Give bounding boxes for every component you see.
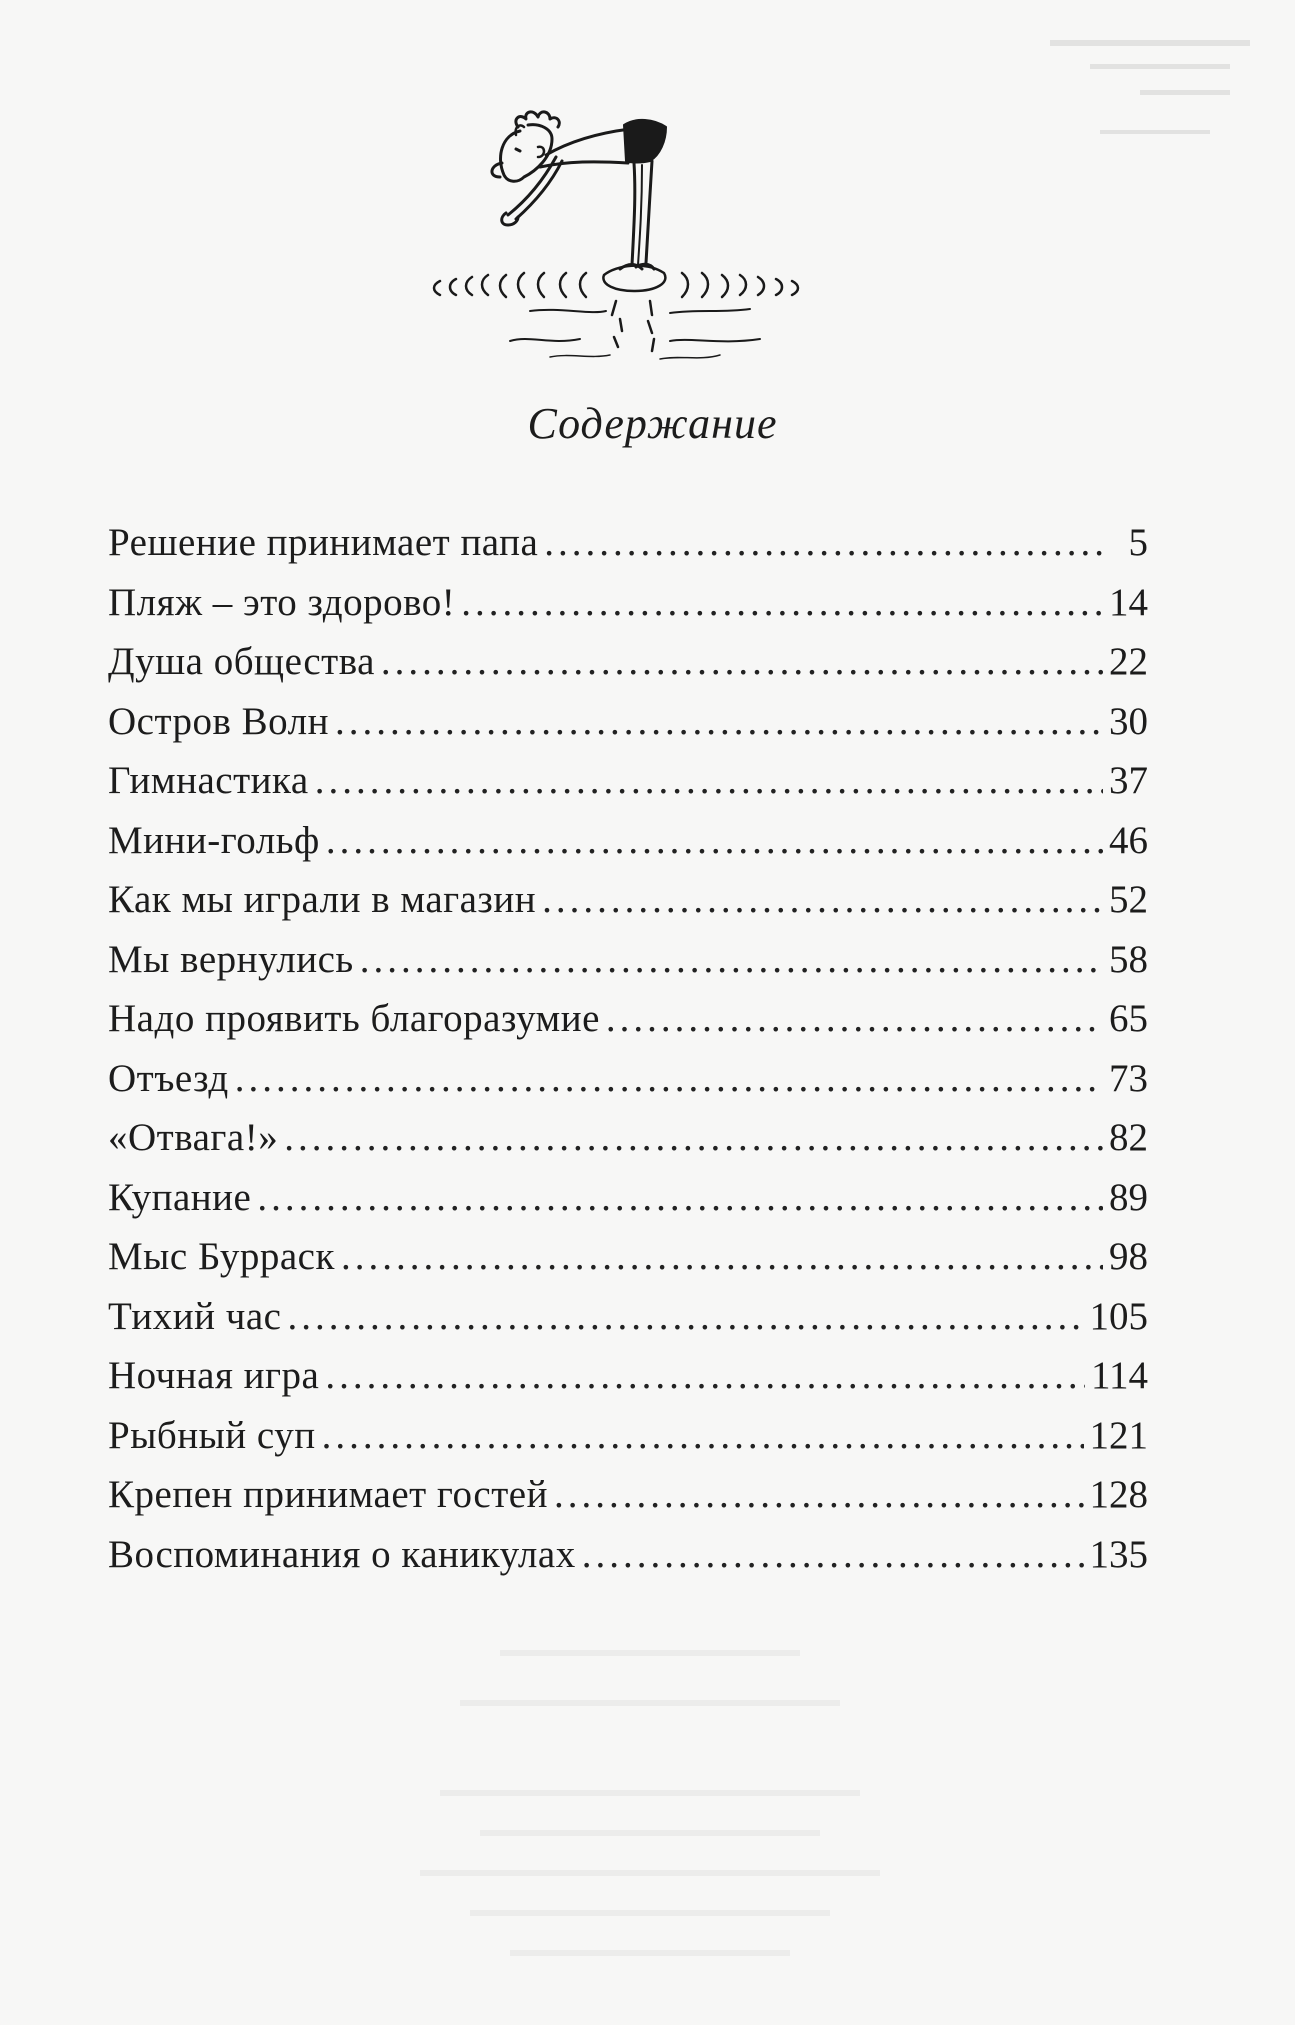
dot-leader [335, 699, 1103, 744]
toc-entry [108, 699, 1148, 759]
dot-leader [325, 1353, 1085, 1398]
dot-leader [542, 877, 1103, 922]
toc-entry [108, 1234, 1148, 1294]
dot-leader [582, 1532, 1084, 1577]
toc-entry-page: 121 [1089, 1413, 1148, 1457]
toc-entry [108, 1353, 1148, 1413]
toc-entry-title: Крепен принимает гостей [108, 1473, 548, 1516]
toc-entry [108, 520, 1148, 580]
toc-entry-page: 58 [1109, 937, 1148, 981]
toc-entry [108, 996, 1148, 1056]
table-of-contents [108, 520, 1148, 1591]
dot-leader [315, 758, 1103, 803]
dot-leader [284, 1115, 1103, 1160]
toc-entry [108, 1472, 1148, 1532]
toc-entry-page: 82 [1109, 1116, 1148, 1159]
toc-entry-title: Мыс Бурраск [108, 1235, 335, 1278]
toc-entry [108, 639, 1148, 699]
toc-entry-title: Мы вернулись [108, 937, 354, 981]
toc-entry-title: Тихий час [108, 1294, 282, 1338]
toc-entry [108, 1175, 1148, 1235]
boy-diving-illustration [420, 105, 820, 375]
toc-entry [108, 877, 1148, 937]
dot-leader [235, 1056, 1103, 1101]
toc-entry [108, 1413, 1148, 1473]
toc-entry [108, 758, 1148, 818]
dot-leader [544, 520, 1104, 565]
toc-entry-page: 14 [1109, 580, 1148, 624]
toc-entry [108, 580, 1148, 640]
toc-entry-page: 73 [1109, 1056, 1148, 1100]
dot-leader [606, 996, 1103, 1041]
dot-leader [461, 580, 1103, 625]
dot-leader [322, 1413, 1084, 1458]
toc-entry-page: 22 [1109, 640, 1148, 683]
dot-leader [360, 937, 1103, 982]
toc-entry-page: 30 [1109, 699, 1148, 743]
toc-entry-title: Решение принимает папа [108, 521, 539, 564]
toc-entry-title: Мини-гольф [108, 818, 320, 862]
toc-entry-title: Надо проявить благоразумие [108, 997, 600, 1040]
dot-leader [287, 1294, 1083, 1339]
dot-leader [554, 1472, 1084, 1517]
toc-entry-title: Ночная игра [108, 1354, 320, 1397]
toc-entry-page: 37 [1109, 759, 1148, 802]
toc-entry-title: Купание [108, 1175, 252, 1219]
toc-entry-page: 52 [1109, 878, 1148, 921]
toc-entry-page: 98 [1109, 1235, 1148, 1278]
toc-entry-title: «Отвага!» [108, 1116, 279, 1159]
toc-entry-page: 65 [1109, 997, 1148, 1040]
toc-entry-title: Гимнастика [108, 759, 309, 802]
toc-entry [108, 1294, 1148, 1354]
toc-entry [108, 818, 1148, 878]
toc-entry-title: Отъезд [108, 1056, 229, 1100]
toc-entry-title: Воспоминания о каникулах [108, 1532, 576, 1576]
toc-entry-page: 114 [1090, 1354, 1148, 1397]
toc-entry [108, 1532, 1148, 1592]
toc-entry-page: 128 [1089, 1473, 1148, 1516]
toc-entry [108, 1115, 1148, 1175]
page-title: Содержание [527, 399, 778, 448]
toc-entry-title: Как мы играли в магазин [108, 878, 537, 921]
toc-entry-page: 105 [1089, 1294, 1148, 1338]
toc-entry-page: 135 [1089, 1532, 1148, 1576]
toc-entry-page: 46 [1109, 818, 1148, 862]
bleed-through-mark [1030, 30, 1270, 150]
toc-entry [108, 937, 1148, 997]
dot-leader [341, 1234, 1103, 1279]
toc-entry-page: 89 [1109, 1175, 1148, 1219]
toc-entry-title: Душа общества [108, 640, 375, 683]
toc-entry-title: Рыбный суп [108, 1413, 316, 1457]
toc-entry [108, 1056, 1148, 1116]
toc-entry-page: 5 [1128, 521, 1148, 564]
bleed-through-text [380, 1640, 940, 1970]
dot-leader [326, 818, 1103, 863]
dot-leader [381, 639, 1103, 684]
dot-leader [257, 1175, 1103, 1220]
toc-entry-title: Остров Волн [108, 699, 329, 743]
toc-entry-title: Пляж – это здорово! [108, 580, 456, 624]
